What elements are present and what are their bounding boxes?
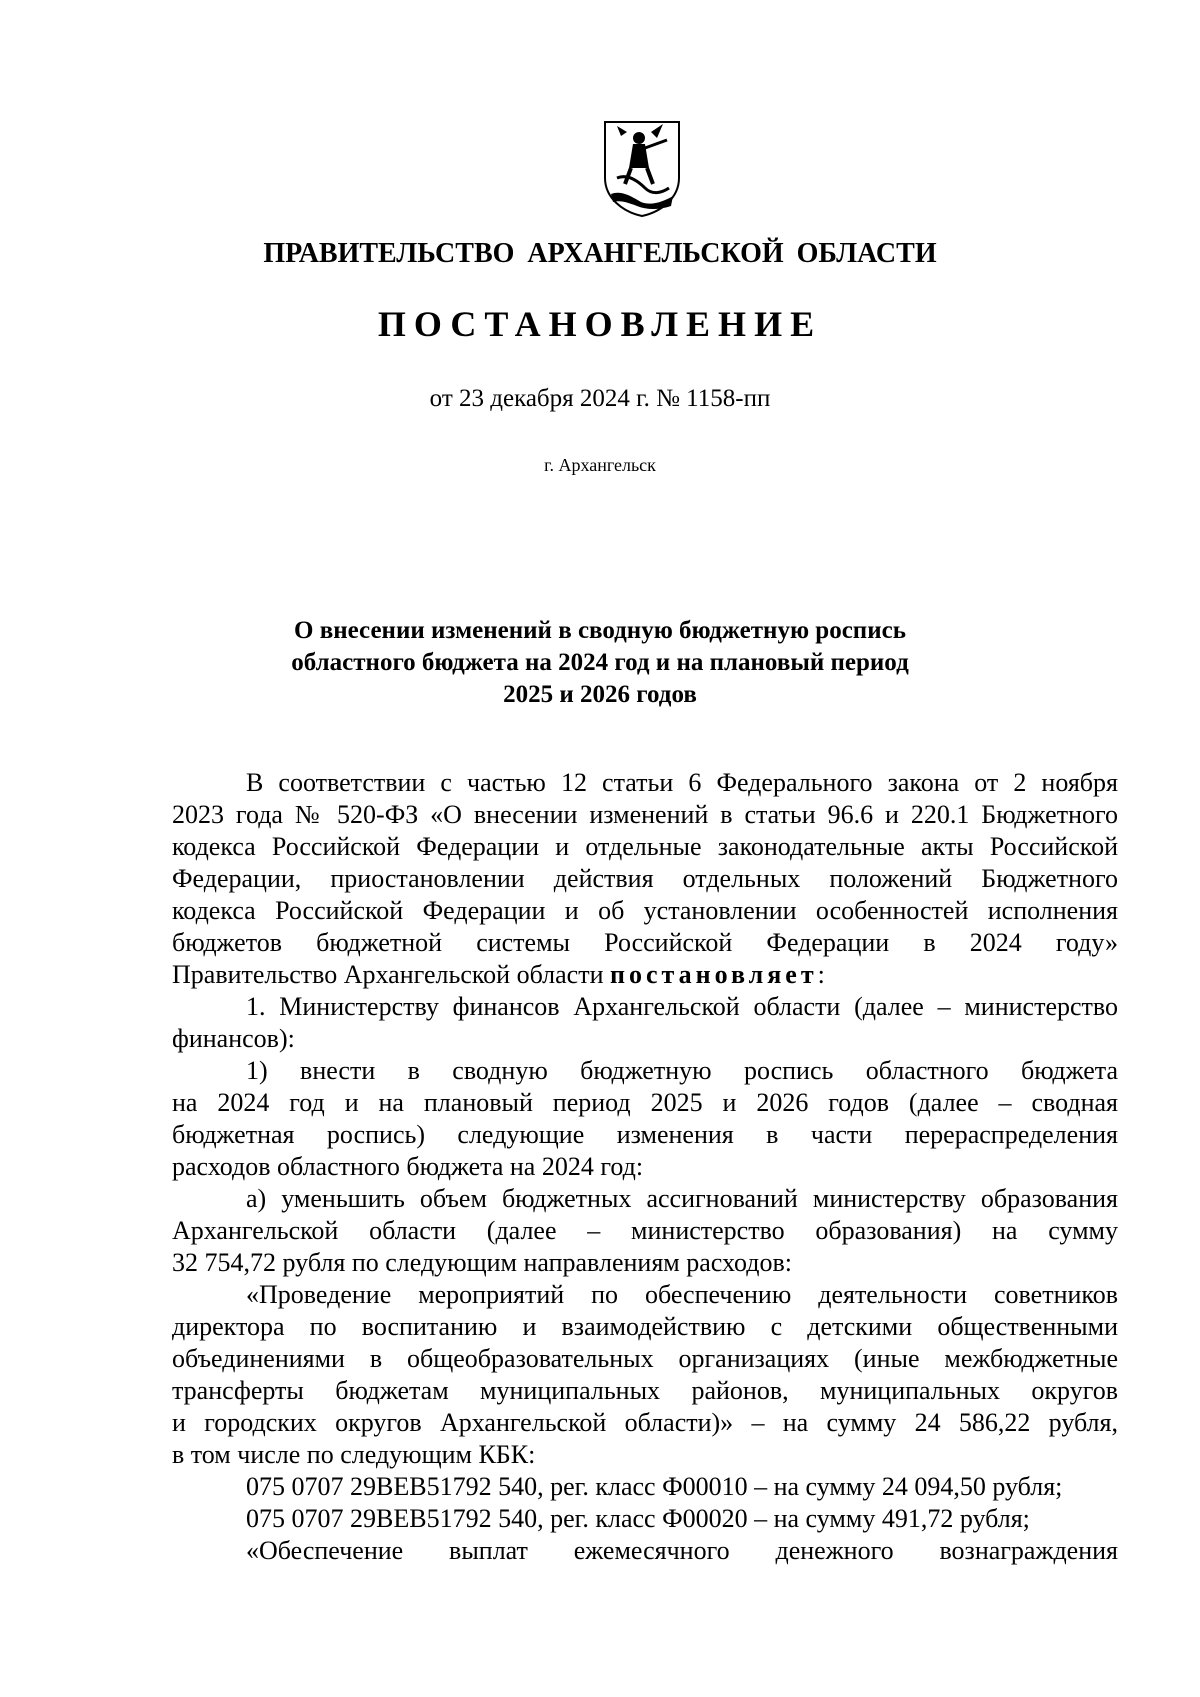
body-line: на 2024 год и на плановый период 2025 и 2026 годов (далее – сводная (172, 1088, 1118, 1117)
body-line: «Проведение мероприятий по обеспечению деятельности советников (246, 1280, 1118, 1309)
body-line: кодекса Российской Федерации и об установлении особенностей исполнения (172, 896, 1118, 925)
body-line: а) уменьшить объем бюджетных ассигнований министерству образования (246, 1184, 1118, 1213)
body-line: Федерации, приостановлении действия отдельных положений Бюджетного (172, 864, 1118, 893)
body-line: директора по воспитанию и взаимодействию с детскими общественными (172, 1312, 1118, 1341)
body-line: объединениями в общеобразовательных организациях (иные межбюджетные (172, 1344, 1118, 1373)
body-line: «Обеспечение выплат ежемесячного денежного вознаграждения (246, 1536, 1118, 1565)
government-name: ПРАВИТЕЛЬСТВО АРХАНГЕЛЬСКОЙ ОБЛАСТИ (263, 238, 937, 269)
body-line: В соответствии с частью 12 статьи 6 Федерального закона от 2 ноября (246, 768, 1118, 797)
body-line: 075 0707 29ВЕВ51792 540, рег. класс Ф00020 – на сумму 491,72 рубля; (246, 1504, 1030, 1533)
resolves-word: постановляет (610, 960, 818, 989)
body-line: кодекса Российской Федерации и отдельные законодательные акты Российской (172, 832, 1118, 861)
body-line: бюджетная роспись) следующие изменения в части перераспределения (172, 1120, 1118, 1149)
document-body (172, 767, 1118, 1567)
body-line: финансов): (172, 1024, 295, 1053)
body-line: 1) внести в сводную бюджетную роспись областного бюджета (246, 1056, 1118, 1085)
colon: : (817, 960, 825, 989)
title-line: 2025 и 2026 годов (503, 681, 697, 708)
document-type: ПОСТАНОВЛЕНИЕ (377, 304, 823, 344)
body-line: 1. Министерству финансов Архангельской области (далее – министерство (246, 992, 1118, 1021)
body-line-text: Правительство Архангельской области (172, 960, 604, 989)
document-place: г. Архангельск (544, 455, 656, 475)
document-title (240, 615, 960, 711)
body-line: бюджетов бюджетной системы Российской Федерации в 2024 году» (172, 928, 1118, 957)
coat-of-arms-icon (597, 118, 687, 218)
body-line: 32 754,72 рубля по следующим направлениям расходов: (172, 1248, 792, 1277)
document-date-number: от 23 декабря 2024 г. № 1158-пп (429, 385, 771, 412)
title-line: О внесении изменений в сводную бюджетную роспись (294, 617, 906, 644)
body-line (172, 959, 1118, 991)
body-line: трансферты бюджетам муниципальных районов, муниципальных округов (172, 1376, 1118, 1405)
body-line: в том числе по следующим КБК: (172, 1440, 536, 1469)
body-line: Архангельской области (далее – министерство образования) на сумму (172, 1216, 1118, 1245)
body-line: расходов областного бюджета на 2024 год: (172, 1152, 644, 1181)
body-line: 2023 года № 520-ФЗ «О внесении изменений в статьи 96.6 и 220.1 Бюджетного (172, 800, 1118, 829)
title-line: областного бюджета на 2024 год и на плановый период (291, 649, 909, 676)
body-line: 075 0707 29ВЕВ51792 540, рег. класс Ф00010 – на сумму 24 094,50 рубля; (246, 1472, 1063, 1501)
body-line: и городских округов Архангельской области)» – на сумму 24 586,22 рубля, (172, 1408, 1118, 1437)
